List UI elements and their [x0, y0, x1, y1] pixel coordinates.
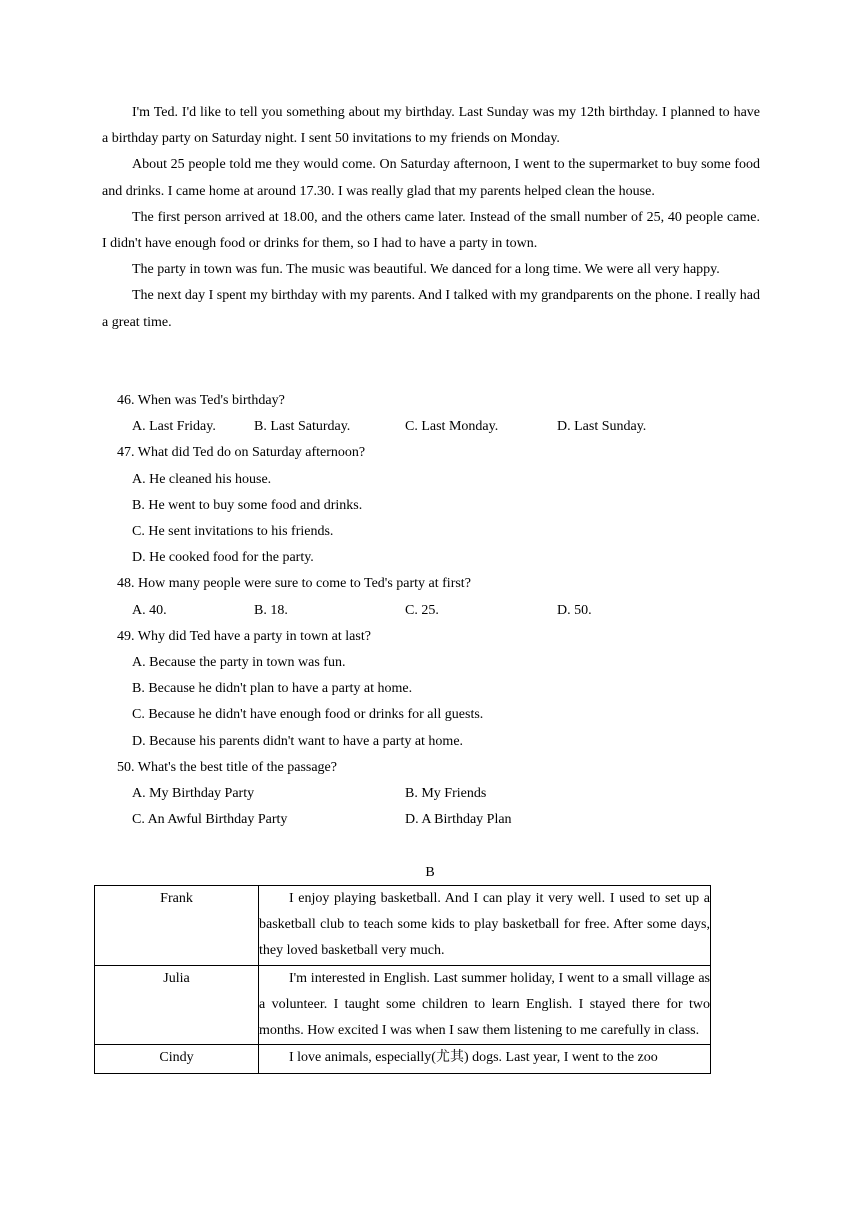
option-d: D. A Birthday Plan — [405, 812, 512, 828]
option-a: A. Last Friday. — [132, 419, 216, 435]
person-name: Cindy — [95, 1045, 259, 1074]
person-name: Julia — [95, 965, 259, 1045]
option-b: B. Last Saturday. — [254, 419, 351, 435]
description-text: I love animals, especially(尤其) dogs. Last year, I went to the zoo — [289, 1050, 658, 1066]
option-a: A. Because the party in town was fun. — [132, 655, 346, 670]
people-table — [94, 885, 711, 1074]
option-c: C. An Awful Birthday Party — [132, 812, 288, 828]
option-c: C. Because he didn't have enough food or drinks for all guests. — [132, 707, 484, 723]
option-b: B. My Friends — [405, 786, 487, 802]
passage-paragraph: The party in town was fun. The music was beautiful. We danced for a long time. We were all very happy. — [132, 262, 720, 278]
passage-paragraph: About 25 people told me they would come. On Saturday afternoon, I went to the supermarket to buy some food and drinks. I came home at around 17.30. I was really glad that my parents helped clean the house. — [102, 157, 760, 199]
passage-paragraph: I'm Ted. I'd like to tell you something about my birthday. Last Sunday was my 12th birthday. I planned to have a birthday party on Saturday night. I sent 50 invitations to my friends on Monday. — [102, 105, 760, 147]
option-b: B. Because he didn't plan to have a party at home. — [132, 681, 413, 697]
person-description — [259, 965, 711, 1045]
passage-paragraph: The next day I spent my birthday with my parents. And I talked with my grandparents on the phone. I really had a great time. — [102, 288, 760, 330]
table-row — [95, 1045, 711, 1074]
option-d: D. Because his parents didn't want to have a party at home. — [132, 733, 464, 749]
person-description — [259, 886, 711, 966]
question-48: 48. How many people were sure to come to Ted's party at first? — [117, 576, 471, 592]
option-b: B. 18. — [254, 602, 288, 618]
options-50-row1 — [117, 781, 777, 807]
table-row — [95, 965, 711, 1045]
reading-passage — [102, 100, 760, 336]
question-47: 47. What did Ted do on Saturday afternoon? — [117, 445, 366, 461]
options-50-row2 — [117, 807, 777, 833]
question-list — [117, 388, 777, 833]
option-c: C. Last Monday. — [405, 419, 499, 435]
option-a: A. My Birthday Party — [132, 786, 255, 802]
person-description — [259, 1045, 711, 1074]
person-name: Frank — [95, 886, 259, 966]
option-a: A. He cleaned his house. — [132, 471, 272, 487]
section-heading: B — [425, 865, 435, 880]
options-46 — [117, 414, 777, 440]
option-d: D. Last Sunday. — [557, 419, 647, 435]
question-50: 50. What's the best title of the passage? — [117, 759, 337, 775]
question-49: 49. Why did Ted have a party in town at last? — [117, 628, 371, 644]
option-d: D. 50. — [557, 602, 592, 618]
description-text: I'm interested in English. Last summer holiday, I went to a small village as a volunteer. I taught some children to learn English. I stayed there for two months. How excited I was when I saw them listening to me carefully in class. — [259, 970, 710, 1039]
option-c: C. 25. — [405, 602, 439, 618]
option-d: D. He cooked food for the party. — [132, 550, 314, 566]
description-text: I enjoy playing basketball. And I can play it very well. I used to set up a basketball club to teach some kids to play basketball for free. After some days, they loved basketball very much. — [259, 891, 710, 959]
table-row — [95, 886, 711, 966]
question-46: 46. When was Ted's birthday? — [117, 393, 285, 408]
options-48 — [117, 598, 777, 624]
option-b: B. He went to buy some food and drinks. — [132, 497, 363, 513]
option-c: C. He sent invitations to his friends. — [132, 524, 334, 539]
option-a: A. 40. — [132, 602, 167, 618]
passage-paragraph: The first person arrived at 18.00, and the others came later. Instead of the small number of 25, 40 people came. I didn't have enough food or drinks for them, so I had to have a party in town. — [102, 209, 760, 252]
